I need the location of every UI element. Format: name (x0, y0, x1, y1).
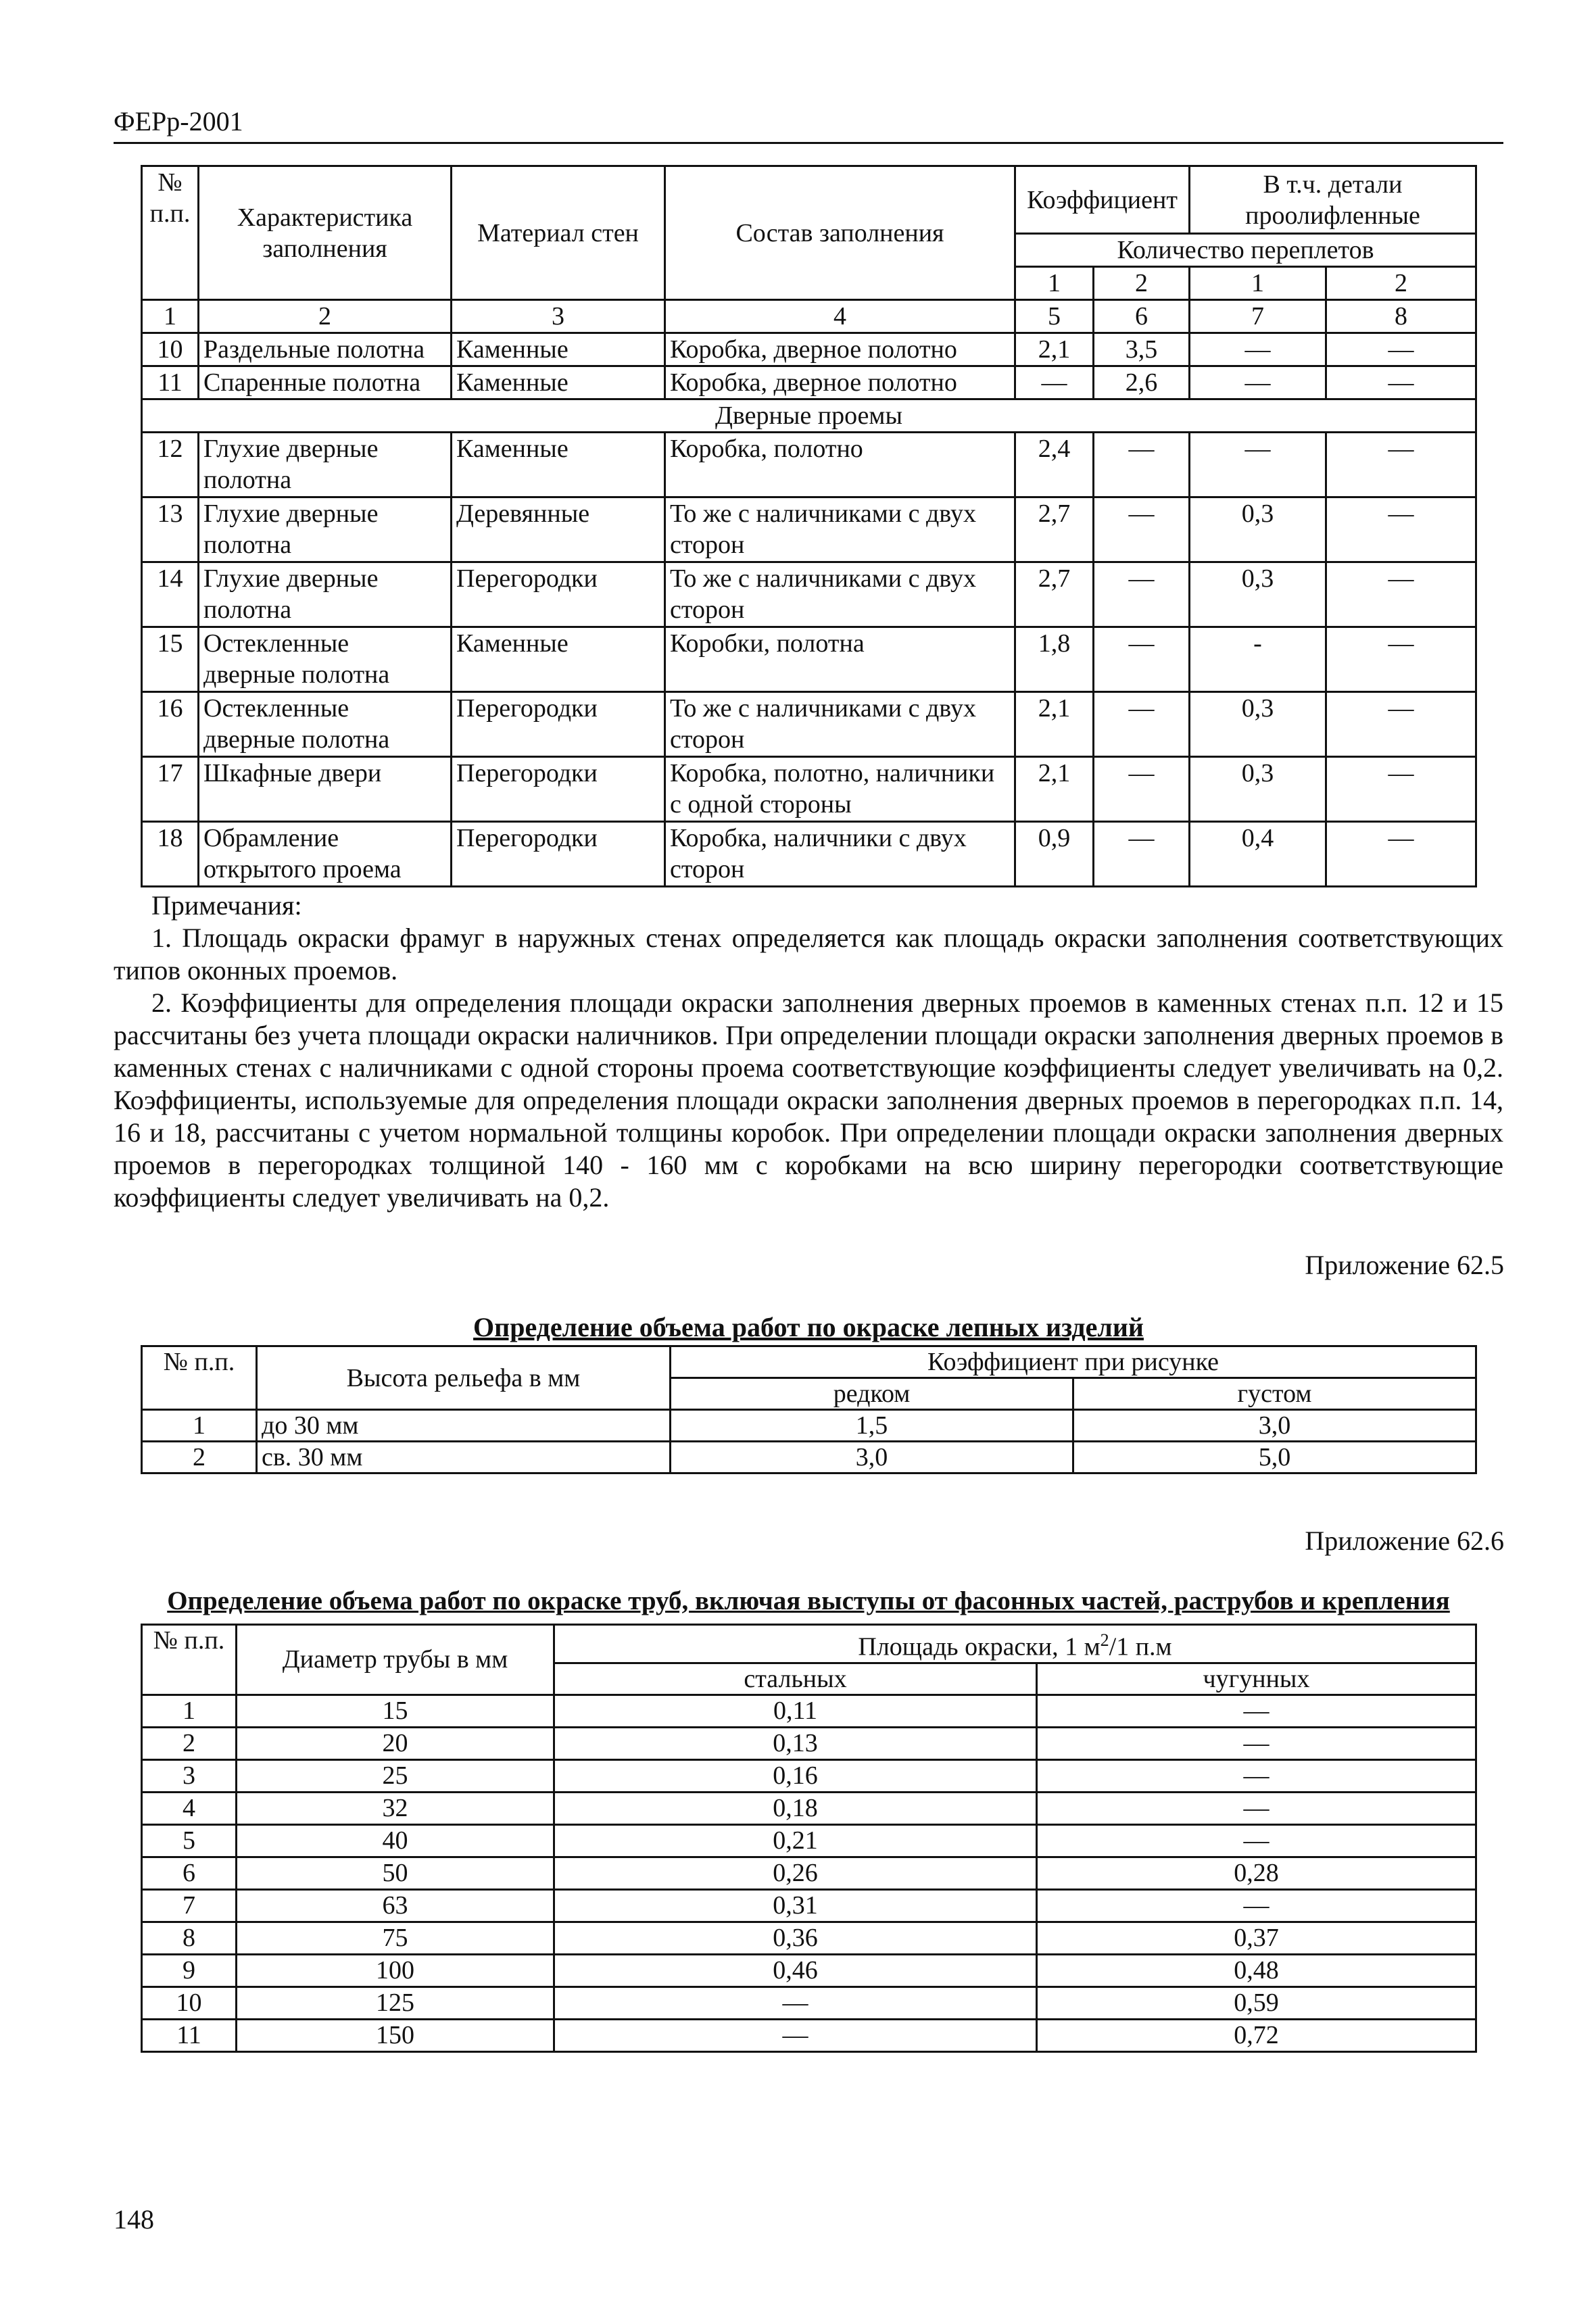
cell: 11 (142, 2019, 237, 2051)
header-sub: 2 (1094, 267, 1190, 300)
cell: — (1015, 366, 1094, 399)
header-sub: 1 (1190, 267, 1326, 300)
cell: — (1326, 333, 1476, 366)
table-row (142, 497, 1476, 562)
column-number: 4 (665, 300, 1015, 333)
table-row (142, 692, 1476, 757)
cell: 9 (142, 1954, 237, 1987)
cell: Каменные (452, 433, 665, 497)
cell: — (1190, 366, 1326, 399)
cell: 3,5 (1094, 333, 1190, 366)
note-1: 1. Площадь окраски фрамуг в наружных стенах определяется как площадь окраски заполнения соответствующих типов оконных проемов. (114, 923, 1503, 985)
cell: То же с наличниками с двух сторон (665, 692, 1015, 757)
header-rare: редком (671, 1378, 1073, 1410)
cell: 150 (237, 2019, 554, 2051)
cell: 0,31 (554, 1889, 1037, 1922)
cell: — (1326, 692, 1476, 757)
cell: — (1326, 433, 1476, 497)
column-number: 5 (1015, 300, 1094, 333)
cell: Коробка, полотно (665, 433, 1015, 497)
coefficients-table (141, 165, 1477, 887)
cell: — (1094, 627, 1190, 692)
table-row (142, 1759, 1476, 1792)
cell: 14 (142, 562, 199, 627)
table-row (142, 1987, 1476, 2019)
cell: 0,72 (1037, 2019, 1476, 2051)
note-2: 2. Коэффициенты для определения площади окраски заполнения дверных проемов в каменных стенах п.п. 12 и 15 рассчитаны без учета площади окраски наличников. При определении площади окраски заполнения дверных проемов в каменных стенах с наличниками с одной стороны проема соответствующие коэффициенты следует увеличивать на 0,2. Коэффициенты, используемые для определения площади окраски заполнения дверных проемов в перегородках п.п. 14, 16 и 18, рассчитаны с учетом нормальной толщины коробок. При определении площади окраски заполнения дверных проемов в перегородках толщиной 140 - 160 мм с коробками на всю ширину перегородки соответствующие коэффициенты следует увеличивать на 0,2. (114, 988, 1503, 1213)
cell: — (1094, 433, 1190, 497)
notes-title: Примечания: (151, 890, 302, 921)
cell: 1,8 (1015, 627, 1094, 692)
table-row (142, 1792, 1476, 1824)
cell: Каменные (452, 627, 665, 692)
cell: — (1037, 1792, 1476, 1824)
cell: Коробка, полотно, наличники с одной стороны (665, 757, 1015, 822)
column-number: 1 (142, 300, 199, 333)
cell: 2,1 (1015, 333, 1094, 366)
cell: 2,4 (1015, 433, 1094, 497)
cell: 2 (142, 1442, 257, 1473)
table-row (142, 1410, 1476, 1442)
cell: — (1037, 1727, 1476, 1759)
cell: — (1037, 1824, 1476, 1857)
cell: Коробка, наличники с двух сторон (665, 822, 1015, 887)
cell: — (1094, 822, 1190, 887)
cell: 20 (237, 1727, 554, 1759)
cell: 0,48 (1037, 1954, 1476, 1987)
header-sub: 1 (1015, 267, 1094, 300)
cell: 3,0 (671, 1442, 1073, 1473)
cell: Перегородки (452, 692, 665, 757)
table-row (142, 1824, 1476, 1857)
cell: 2,1 (1015, 757, 1094, 822)
cell: — (1037, 1889, 1476, 1922)
cell: 18 (142, 822, 199, 887)
cell: — (1190, 433, 1326, 497)
header-relief-height: Высота рельефа в мм (257, 1346, 671, 1410)
cell: 4 (142, 1792, 237, 1824)
cell: 5 (142, 1824, 237, 1857)
cell: 10 (142, 333, 199, 366)
cell: до 30 мм (257, 1410, 671, 1442)
cell: 1 (142, 1695, 237, 1727)
cell: — (1326, 366, 1476, 399)
cell: 2,1 (1015, 692, 1094, 757)
cell: Глухие дверные полотна (199, 497, 452, 562)
header-area-text: Площадь окраски, 1 м (858, 1632, 1101, 1661)
cell: 2,7 (1015, 562, 1094, 627)
cell: Шкафные двери (199, 757, 452, 822)
cell: св. 30 мм (257, 1442, 671, 1473)
column-number: 8 (1326, 300, 1476, 333)
cell: Глухие дверные полотна (199, 562, 452, 627)
table-row (142, 1857, 1476, 1889)
cell: Перегородки (452, 757, 665, 822)
cell: 0,26 (554, 1857, 1037, 1889)
cell: 0,28 (1037, 1857, 1476, 1889)
header-rule (114, 142, 1503, 144)
cell: 3 (142, 1759, 237, 1792)
cell: 100 (237, 1954, 554, 1987)
cell: — (1190, 333, 1326, 366)
cell: 0,3 (1190, 692, 1326, 757)
table-row (142, 1442, 1476, 1473)
cell: Перегородки (452, 822, 665, 887)
cell: 75 (237, 1922, 554, 1954)
table-row (142, 433, 1476, 497)
column-number: 7 (1190, 300, 1326, 333)
cell: 2,6 (1094, 366, 1190, 399)
cell: — (1326, 497, 1476, 562)
cell: 0,37 (1037, 1922, 1476, 1954)
table-row (142, 627, 1476, 692)
cell: 25 (237, 1759, 554, 1792)
cell: 0,3 (1190, 562, 1326, 627)
cell: 0,59 (1037, 1987, 1476, 2019)
table-row (142, 1695, 1476, 1727)
molding-table (141, 1345, 1477, 1474)
cell: 7 (142, 1889, 237, 1922)
cell: Обрамление открытого проема (199, 822, 452, 887)
column-number: 6 (1094, 300, 1190, 333)
pipe-painting-table (141, 1624, 1477, 2053)
cell: 3,0 (1073, 1410, 1476, 1442)
cell: 0,46 (554, 1954, 1037, 1987)
header-composition: Состав заполнения (665, 166, 1015, 300)
cell: 6 (142, 1857, 237, 1889)
cell: 15 (237, 1695, 554, 1727)
cell: Остекленные дверные полотна (199, 692, 452, 757)
header-cast-iron: чугунных (1037, 1663, 1476, 1695)
table-row (142, 822, 1476, 887)
cell: 13 (142, 497, 199, 562)
cell: — (554, 1987, 1037, 2019)
cell: 0,3 (1190, 497, 1326, 562)
appendix-62-6-label: Приложение 62.6 (1305, 1526, 1504, 1556)
cell: 1 (142, 1410, 257, 1442)
cell: 15 (142, 627, 199, 692)
page-number: 148 (114, 2204, 154, 2235)
table-row (142, 1922, 1476, 1954)
cell: 40 (237, 1824, 554, 1857)
cell: — (1094, 562, 1190, 627)
table-row (142, 1889, 1476, 1922)
cell: Деревянные (452, 497, 665, 562)
cell: 0,16 (554, 1759, 1037, 1792)
table-row (142, 757, 1476, 822)
cell: То же с наличниками с двух сторон (665, 562, 1015, 627)
header-characteristic: Характеристика заполнения (199, 166, 452, 300)
cell: 63 (237, 1889, 554, 1922)
appendix-62-5-title: Определение объема работ по окраске лепных изделий (473, 1312, 1144, 1342)
header-area-unit: /1 п.м (1109, 1632, 1172, 1661)
cell: 32 (237, 1792, 554, 1824)
appendix-62-5-label: Приложение 62.5 (1305, 1250, 1504, 1280)
table-row (142, 366, 1476, 399)
cell: 1,5 (671, 1410, 1073, 1442)
table-row (142, 1727, 1476, 1759)
header-area-sup: 2 (1100, 1630, 1109, 1650)
cell: 5,0 (1073, 1442, 1476, 1473)
header-sub: 2 (1326, 267, 1476, 300)
cell: 50 (237, 1857, 554, 1889)
cell: То же с наличниками с двух сторон (665, 497, 1015, 562)
column-number: 2 (199, 300, 452, 333)
appendix-62-6-title: Определение объема работ по окраске труб, включая выступы от фасонных частей, раструбов и крепления (167, 1586, 1450, 1615)
cell: — (1326, 757, 1476, 822)
cell: — (1037, 1759, 1476, 1792)
header-coefficient: Коэффициент (1015, 166, 1190, 234)
cell: 0,21 (554, 1824, 1037, 1857)
cell: 16 (142, 692, 199, 757)
cell: 0,3 (1190, 757, 1326, 822)
table-row (142, 562, 1476, 627)
header-steel: стальных (554, 1663, 1037, 1695)
cell: — (1326, 822, 1476, 887)
cell: — (1094, 757, 1190, 822)
cell: 17 (142, 757, 199, 822)
cell: Глухие дверные полотна (199, 433, 452, 497)
cell: 0,11 (554, 1695, 1037, 1727)
cell: 125 (237, 1987, 554, 2019)
cell: 2,7 (1015, 497, 1094, 562)
header-num: № п.п. (142, 1625, 237, 1695)
header-details: В т.ч. детали проолифленные (1190, 166, 1476, 234)
cell: Каменные (452, 366, 665, 399)
cell: 0,4 (1190, 822, 1326, 887)
cell: Коробка, дверное полотно (665, 366, 1015, 399)
cell: — (1326, 562, 1476, 627)
cell: - (1190, 627, 1326, 692)
cell: Спаренные полотна (199, 366, 452, 399)
table-row (142, 2019, 1476, 2051)
cell: 0,36 (554, 1922, 1037, 1954)
cell: 10 (142, 1987, 237, 2019)
header-pipe-diameter: Диаметр трубы в мм (237, 1625, 554, 1695)
cell: Остекленные дверные полотна (199, 627, 452, 692)
cell: 12 (142, 433, 199, 497)
cell: 11 (142, 366, 199, 399)
cell: Коробка, дверное полотно (665, 333, 1015, 366)
cell: 0,9 (1015, 822, 1094, 887)
cell: Раздельные полотна (199, 333, 452, 366)
column-number: 3 (452, 300, 665, 333)
cell: — (1094, 692, 1190, 757)
cell: 0,13 (554, 1727, 1037, 1759)
table-row (142, 1954, 1476, 1987)
document-header: ФЕРр-2001 (114, 106, 243, 137)
cell: Перегородки (452, 562, 665, 627)
header-num: № п.п. (142, 1346, 257, 1410)
cell: 8 (142, 1922, 237, 1954)
cell: — (1094, 497, 1190, 562)
header-coefficient: Коэффициент при рисунке (671, 1346, 1476, 1378)
header-painting-area (554, 1625, 1476, 1663)
cell: 0,18 (554, 1792, 1037, 1824)
header-dense: густом (1073, 1378, 1476, 1410)
header-material: Материал стен (452, 166, 665, 300)
cell: Коробки, полотна (665, 627, 1015, 692)
header-num: № п.п. (142, 166, 199, 300)
table-row (142, 333, 1476, 366)
header-frame-count: Количество переплетов (1015, 234, 1476, 267)
cell: — (1326, 627, 1476, 692)
cell: 2 (142, 1727, 237, 1759)
section-door-openings: Дверные проемы (142, 399, 1476, 433)
cell: — (554, 2019, 1037, 2051)
cell: — (1037, 1695, 1476, 1727)
cell: Каменные (452, 333, 665, 366)
